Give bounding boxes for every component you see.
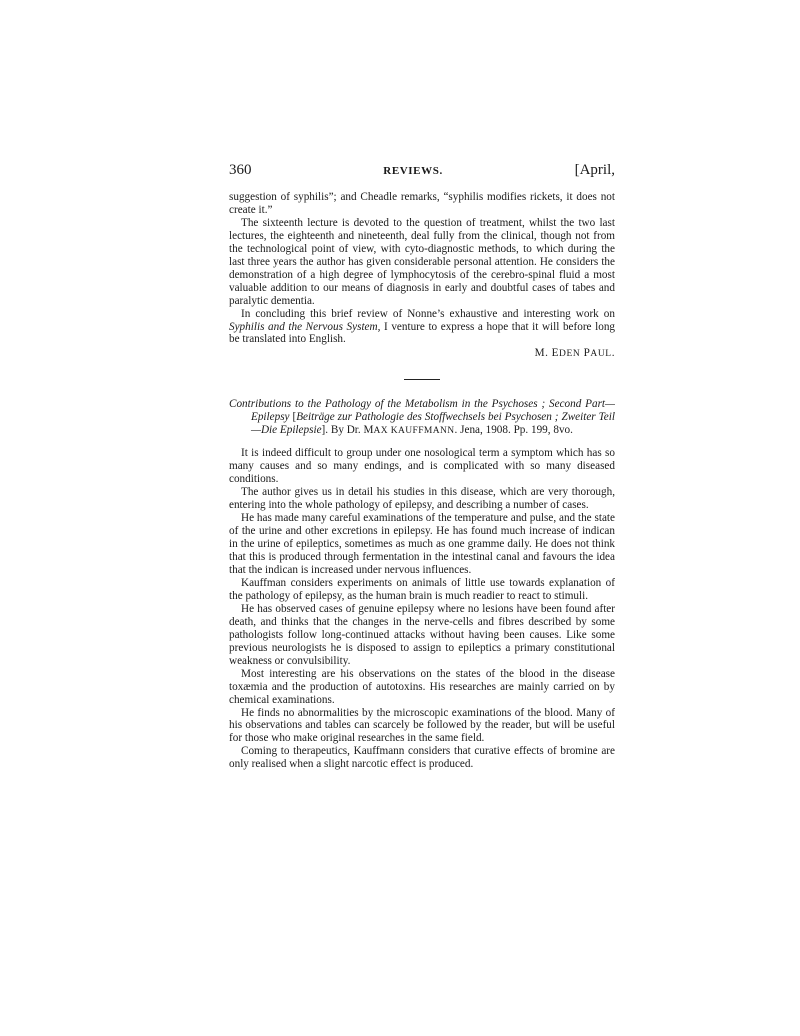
english-title: Contributions to the Pathology of the Metabolism in the Psychoses ; Second Part—Epilepsy xyxy=(229,398,615,424)
page-number: 360 xyxy=(229,162,252,178)
signature-part: DEN xyxy=(559,349,581,360)
review1-conclusion xyxy=(229,308,615,347)
title-by: By Dr. M xyxy=(328,424,374,437)
conclusion-text-1: In concluding this brief review of Nonne’s exhaustive and interesting work on xyxy=(241,307,615,320)
review2-paragraph-1: It is indeed difficult to group under one nosological term a symptom which has so many causes and so many endings, and is complicated with so many diseased conditions. xyxy=(229,447,615,486)
review2-paragraph-2: The author gives us in detail his studies in this disease, which are very thorough, entering into the whole pathology of epilepsy, and describing a number of cases. xyxy=(229,486,615,512)
review2-paragraph-5: He has observed cases of genuine epilepsy where no lesions have been found after death, and thinks that the changes in the nerve-cells and fibres described by some pathologists follow long-continued attacks without having been causes. Like some previous neurologists he is disposed to assign to epileptics a primary constitutional weakness or convulsibility. xyxy=(229,602,615,667)
section-divider xyxy=(404,379,440,380)
review2-paragraph-3: He has made many careful examinations of the temperature and pulse, and the state of the urine and other excretions in epilepsy. He has found much increase of indican in the urine of epileptics, sometimes as much as one gramme daily. He does not think that this is produced through fermentation in the intestinal canal and favours the idea that the indican is increased under nervous influences. xyxy=(229,512,615,577)
running-head xyxy=(229,162,615,179)
signature-part: P xyxy=(580,347,591,360)
signature-part: M. E xyxy=(534,347,560,360)
conclusion-text-2: I venture to express a hope that it will before long be translated into English. xyxy=(229,320,616,346)
page-content xyxy=(229,162,615,771)
review2-paragraph-4: Kauffman considers experiments on animals of little use towards explanation of the pathology of epilepsy, as the human brain is much readier to react to stimuli. xyxy=(229,576,615,602)
german-title: Beiträge zur Pathologie des Stoffwechsels bei Psychosen ; Zweiter Teil—Die Epilepsie xyxy=(251,411,615,437)
review2-book-title xyxy=(229,398,615,438)
review1-paragraph-2: The sixteenth lecture is devoted to the question of treatment, whilst the two last lectures, the eighteenth and nineteenth, deal fully from the clinical, though not from the technological point of view, with cyto-diagnostic methods, to which during the last three years the author has given considerable personal attention. He considers the demonstration of a high degree of lymphocytosis of the cerebro-spinal fluid a most valuable addition to our means of diagnosis in early and doubtful cases of tabes and paralytic dementia. xyxy=(229,216,615,307)
review2-paragraph-8: Coming to therapeutics, Kauffmann considers that curative effects of bromine are only realised when a slight narcotic effect is produced. xyxy=(229,745,615,771)
title-bracket: [ xyxy=(289,411,297,424)
issue-month: [April, xyxy=(574,162,615,178)
review2-paragraph-7: He finds no abnormalities by the microscopic examinations of the blood. Many of his observations and tables can scarcely be followed by the reader, but will be useful for those who make original researches in the same field. xyxy=(229,706,615,745)
review1-paragraph-1: suggestion of syphilis”; and Cheadle remarks, “syphilis modifies rickets, it does not create it.” xyxy=(229,191,615,216)
section-title: REVIEWS. xyxy=(383,165,443,177)
cited-book-title: Syphilis and the Nervous System, xyxy=(229,320,381,333)
title-publication: . Jena, 1908. Pp. 199, 8vo. xyxy=(454,424,573,437)
review2-paragraph-6: Most interesting are his observations on the states of the blood in the disease toxæmia and the production of autotoxins. His researches are mainly carried on by chemical examinations. xyxy=(229,667,615,706)
title-bracket: ]. xyxy=(321,424,329,437)
signature-part: . xyxy=(611,347,615,360)
signature-part: AUL xyxy=(590,349,612,360)
review1-signature xyxy=(229,347,615,361)
title-author: AX KAUFFMANN xyxy=(373,426,455,437)
